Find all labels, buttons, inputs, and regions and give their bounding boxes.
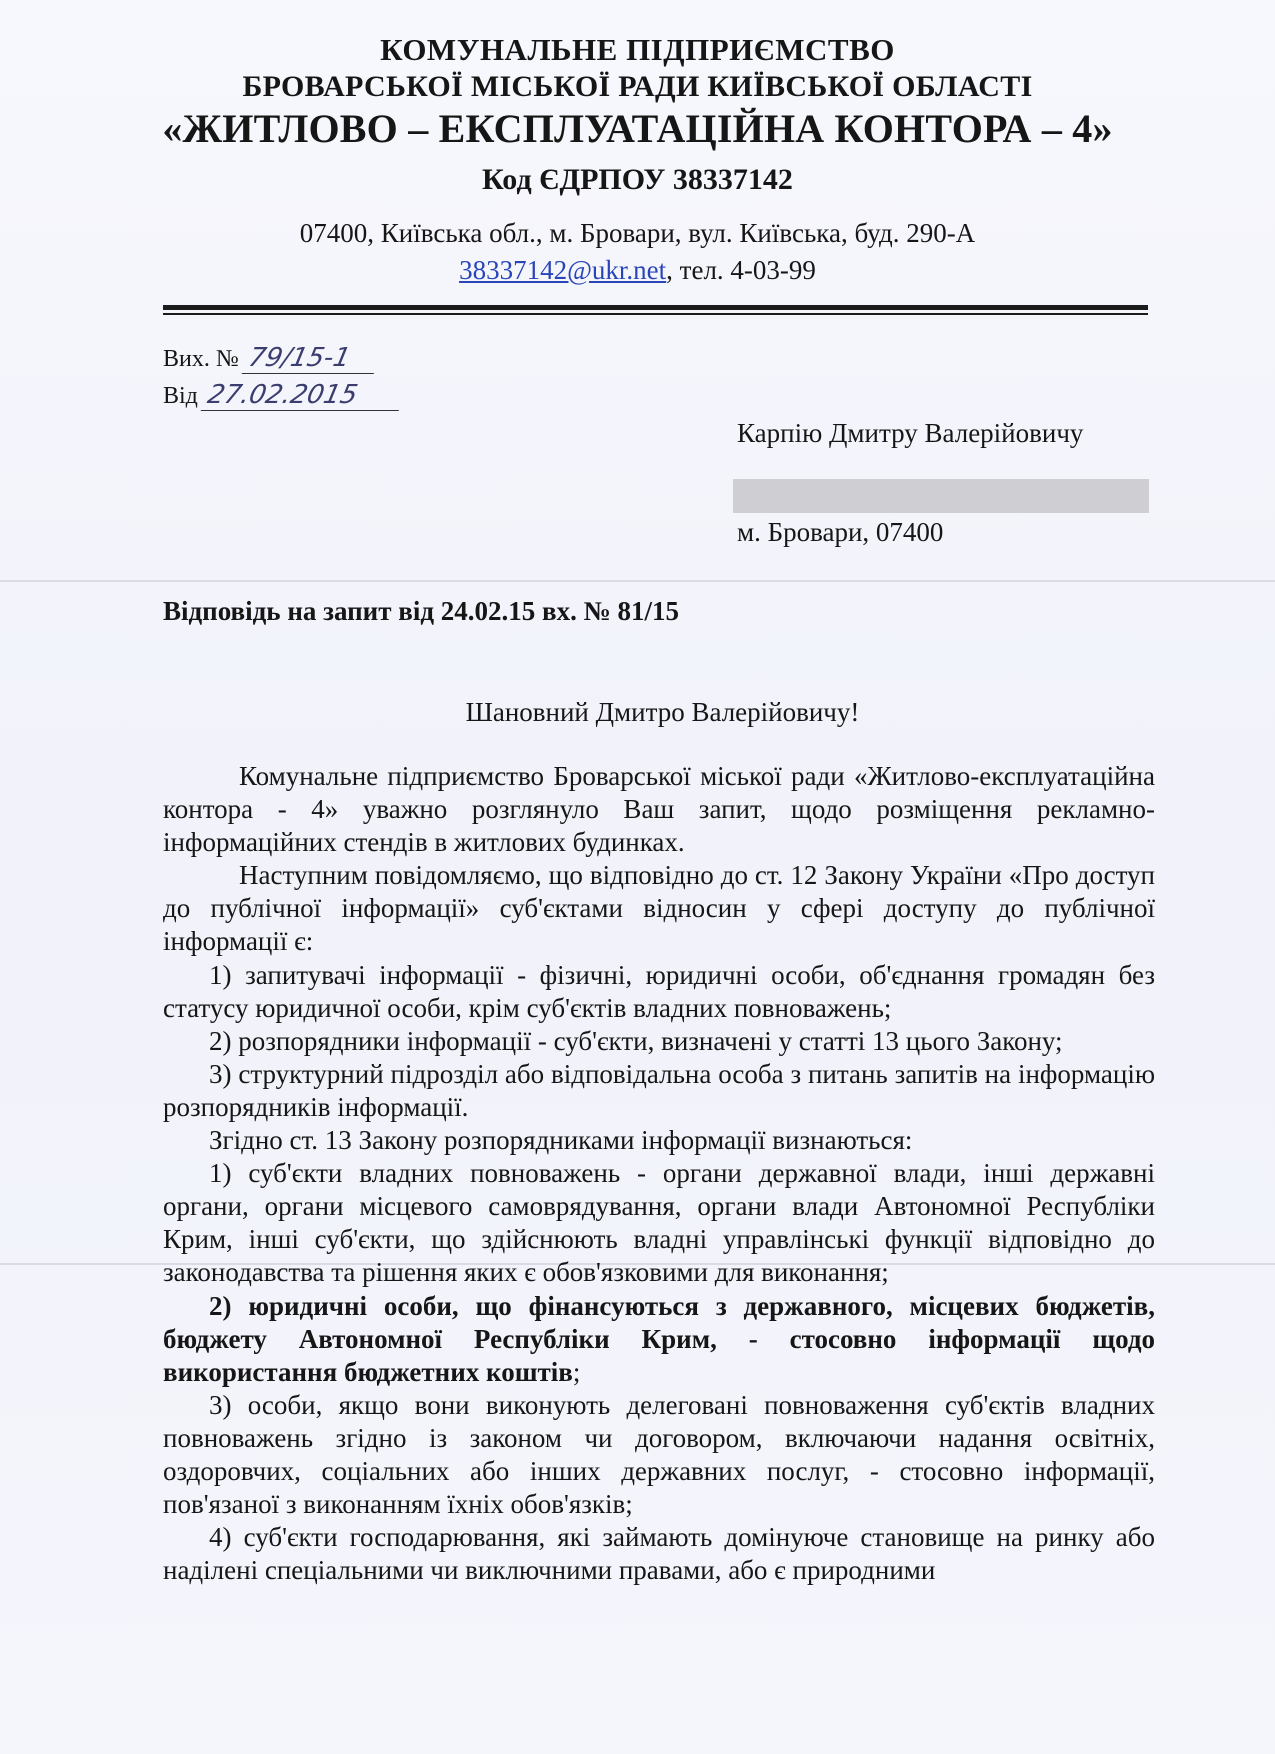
outgoing-number-handwritten: 79/15-1 — [241, 343, 380, 374]
list-item-tail: ; — [572, 1356, 581, 1387]
body-list-item: 3) структурний підрозділ або відповідальна особа з питань запитів на інформацію розпорядників інформації. — [163, 1058, 1155, 1122]
redacted-address-block — [733, 479, 1149, 513]
outgoing-number-field — [163, 343, 377, 374]
header-edrpou: Код ЄДРПОУ 38337142 — [482, 163, 793, 196]
outgoing-date-handwritten: 27.02.2015 — [201, 380, 406, 411]
header-line-2: БРОВАРСЬКОЇ МІСЬКОЇ РАДИ КИЇВСЬКОЇ ОБЛАСТІ — [242, 70, 1033, 103]
letter-body — [163, 760, 1155, 1587]
header-org-name: «ЖИТЛОВО – ЕКСПЛУАТАЦІЙНА КОНТОРА – 4» — [162, 106, 1113, 151]
paper-fold-line — [0, 580, 1275, 582]
body-paragraph: Наступним повідомляємо, що відповідно до ст. 12 Закону України «Про доступ до публічної інформації» суб'єктами відносин у сфері доступу до публічної інформації є: — [163, 860, 1155, 957]
body-paragraph: Комунальне підприємство Броварської міської ради «Житлово-експлуатаційна контора - 4» уважно розглянуло Ваш запит, щодо розміщення рекламно-інформаційних стендів в житлових будинках. — [163, 761, 1155, 858]
phone-text: , тел. 4-03-99 — [666, 255, 816, 285]
body-list-item: 3) особи, якщо вони виконують делеговані повноваження суб'єктів владних повноважень згідно із законом чи договором, включаючи надання освітніх, оздоровчих, соціальних або інших державних послуг, - стосовно інформації, пов'язаної з виконанням їхніх обов'язків; — [163, 1389, 1155, 1520]
email-link[interactable]: 38337142@ukr.net — [459, 255, 667, 285]
body-paragraph: Згідно ст. 13 Закону розпорядниками інформації визнаються: — [209, 1125, 913, 1156]
body-list-item: 1) суб'єкти владних повноважень - органи державної влади, інші державні органи, органи місцевого самоврядування, органи влади Автономної Республіки Крим, інші суб'єкти, що здійснюють владні управлінські функції відповідно до законодавства та рішення яких є обов'язковими для виконання; — [163, 1158, 1155, 1288]
bold-emphasis: 2) юридичні особи, що фінансуються з державного, місцевих бюджетів, бюджету Автономної Республіки Крим, - стосовно інформації щодо використання бюджетних коштів — [163, 1290, 1155, 1387]
recipient-city: м. Бровари, 07400 — [737, 517, 944, 547]
body-list-item-bold — [163, 1290, 1155, 1389]
header-divider-thin — [163, 313, 1148, 315]
header-contact — [0, 255, 1275, 286]
outgoing-date-label: Від — [163, 383, 198, 409]
header-line-1: КОМУНАЛЬНЕ ПІДПРИЄМСТВО — [380, 32, 895, 67]
outgoing-number-label: Вих. № — [163, 346, 239, 372]
letter-subject: Відповідь на запит від 24.02.15 вх. № 81/15 — [163, 596, 679, 626]
outgoing-date-field — [163, 380, 402, 411]
body-list-item: 4) суб'єкти господарювання, які займають домінуюче становище на ринку або наділені спеціальними чи виключними правами, або є природними — [163, 1522, 1155, 1586]
letter-greeting: Шановний Дмитро Валерійовичу! — [465, 697, 860, 727]
header-address: 07400, Київська обл., м. Бровари, вул. Київська, буд. 290-А — [299, 218, 976, 248]
header-divider-thick — [163, 305, 1148, 310]
recipient-name: Карпію Дмитру Валерійовичу — [737, 418, 1084, 448]
body-list-item: 2) розпорядники інформації - суб'єкти, визначені у статті 13 цього Закону; — [209, 1025, 1063, 1056]
body-list-item: 1) запитувачі інформації - фізичні, юридичні особи, об'єднання громадян без статусу юридичної особи, крім суб'єктів владних повноважень; — [163, 959, 1155, 1023]
